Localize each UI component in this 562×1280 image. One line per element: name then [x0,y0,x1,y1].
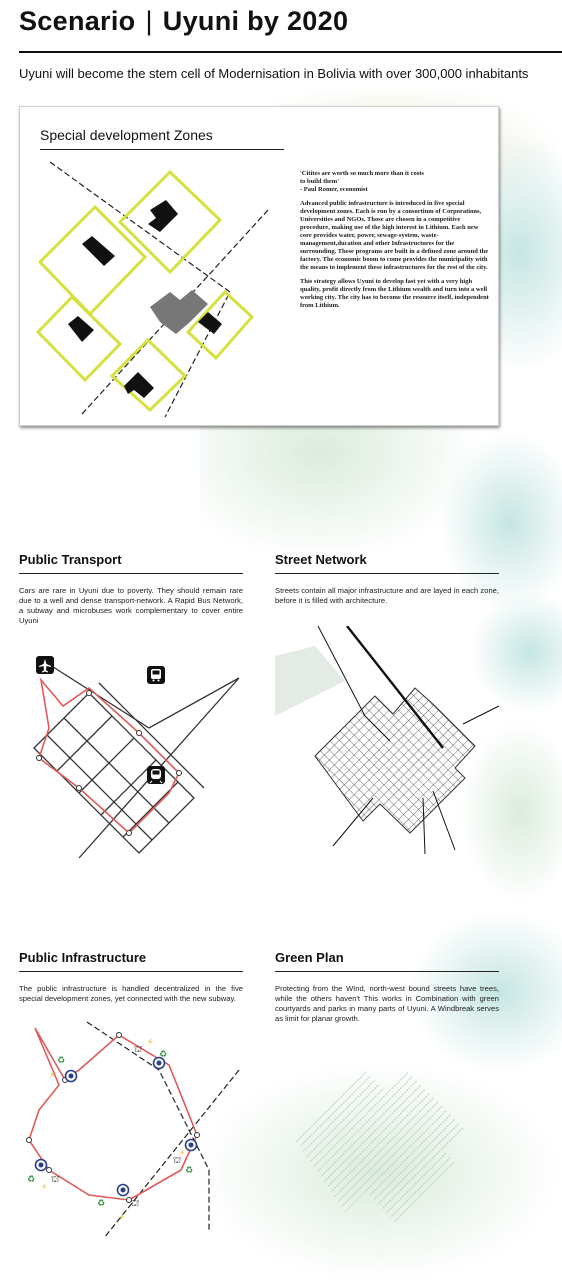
water-drop-icon [66,1071,77,1082]
zones-paragraph-2: This strategy allows Uyuni to develop fast yet with a very high quality, profit directly from the Lithium wealth and turn into a well working city. The city has to become the resource itself, independent from Lithium. [300,278,489,309]
page-title: Scenario | Uyuni by 2020 [19,6,349,36]
building-block [124,372,154,398]
station [195,1133,200,1138]
romer-quote: 'Citites are worth so much more than it costs to build them' - Paul Romer, economist [300,170,424,193]
power-bolt-icon: ⚡ [119,1213,126,1223]
infrastructure-text: The public infrastructure is handled decentralized in the five special development zones, yet connected with the new subway. [19,984,243,1003]
recycling-icon: ♻ [185,1166,194,1176]
station [47,1168,52,1173]
building-block [148,200,178,232]
power-bolt-icon: ⚡ [147,1038,154,1048]
station [27,1138,32,1143]
factory-icon: ⛫ [51,1175,60,1185]
infrastructure-title: Public Infrastructure [19,950,147,965]
transport-title: Public Transport [19,552,122,567]
transport-text: Cars are rare in Uyuni due to poverty. They should remain rare due to a well and dense transport-network. A Rapid Bus Network, a subway and microbuses work complementary to cover entire Uyuni [19,586,243,625]
streets-rule [275,573,499,574]
main-road [463,706,499,724]
power-bolt-icon: ⚡ [179,1149,186,1159]
power-bolt-icon: ⚡ [41,1183,48,1193]
station [77,786,82,791]
building-block [68,316,94,342]
tree-lined-streets [295,1068,465,1222]
transport-diagram [19,648,244,868]
special-zones-card [19,106,499,426]
factory-icon: ⛫ [131,1199,140,1209]
streets-text: Streets contain all major infrastructure and are layed in each zone, before it is filled with architecture. [275,586,499,605]
station [117,1033,122,1038]
airplane-icon [36,656,54,674]
infrastructure-rule [19,971,243,972]
recycling-icon: ♻ [159,1050,168,1060]
factory-icon: ⛫ [134,1045,143,1055]
page-subtitle: Uyuni will become the stem cell of Modernisation in Bolivia with over 300,000 inhabitants [19,66,529,81]
station [87,691,92,696]
park-area [275,646,345,716]
building-block [82,236,115,266]
factory-icon: ⛫ [173,1156,182,1166]
bus-icon [147,666,165,684]
station [37,756,42,761]
card-heading-rule [40,149,284,150]
water-drop-icon [186,1140,197,1151]
title-divider [19,51,562,53]
green-plan-rule [275,971,499,972]
infrastructure-diagram [19,1020,244,1240]
street-network-diagram [275,626,501,854]
station [127,831,132,836]
factory-core [150,290,208,334]
station [137,731,142,736]
recycling-icon: ♻ [57,1056,66,1066]
green-plan-diagram [275,1040,501,1240]
green-plan-text: Protecting from the WInd, north-west bound streets have trees, while the others haven't This works in Combination with green courtyards and parks in many parts of Uyuni. A Windbreak serves as limit for planar growth. [275,984,499,1023]
green-plan-title: Green Plan [275,950,344,965]
water-drop-icon [36,1160,47,1171]
zone-outline [38,297,120,380]
station [177,771,182,776]
streets-title: Street Network [275,552,367,567]
zones-map [20,152,290,422]
rail-line [39,658,239,858]
street-grid [315,688,475,833]
recycling-icon: ♻ [27,1175,36,1185]
card-heading: Special development Zones [40,127,213,143]
transport-rule [19,573,243,574]
power-bolt-icon: ⚡ [49,1071,56,1081]
train-icon [147,766,165,784]
zone-outline [40,207,145,314]
zones-paragraph-1: Advanced public infrastructure is introduced in five special development zones. Each is run by a consortium of Corporations, Universities and NGOs. Those are chosen in a competitive procedure, making use of the high interest in Lithium. Each new core provides water, power, sewage-system, waste-management,ducation and other Infrastructures for the surrounding. These programs are built in a defined zone around the factory. The economic boom to come provides the municipality with the means to implement these infrastructures for the rest of the city. [300,200,489,271]
recycling-icon: ♻ [97,1199,106,1209]
bus-route [47,683,204,840]
card-text-block [300,170,490,316]
water-drop-icon [118,1185,129,1196]
